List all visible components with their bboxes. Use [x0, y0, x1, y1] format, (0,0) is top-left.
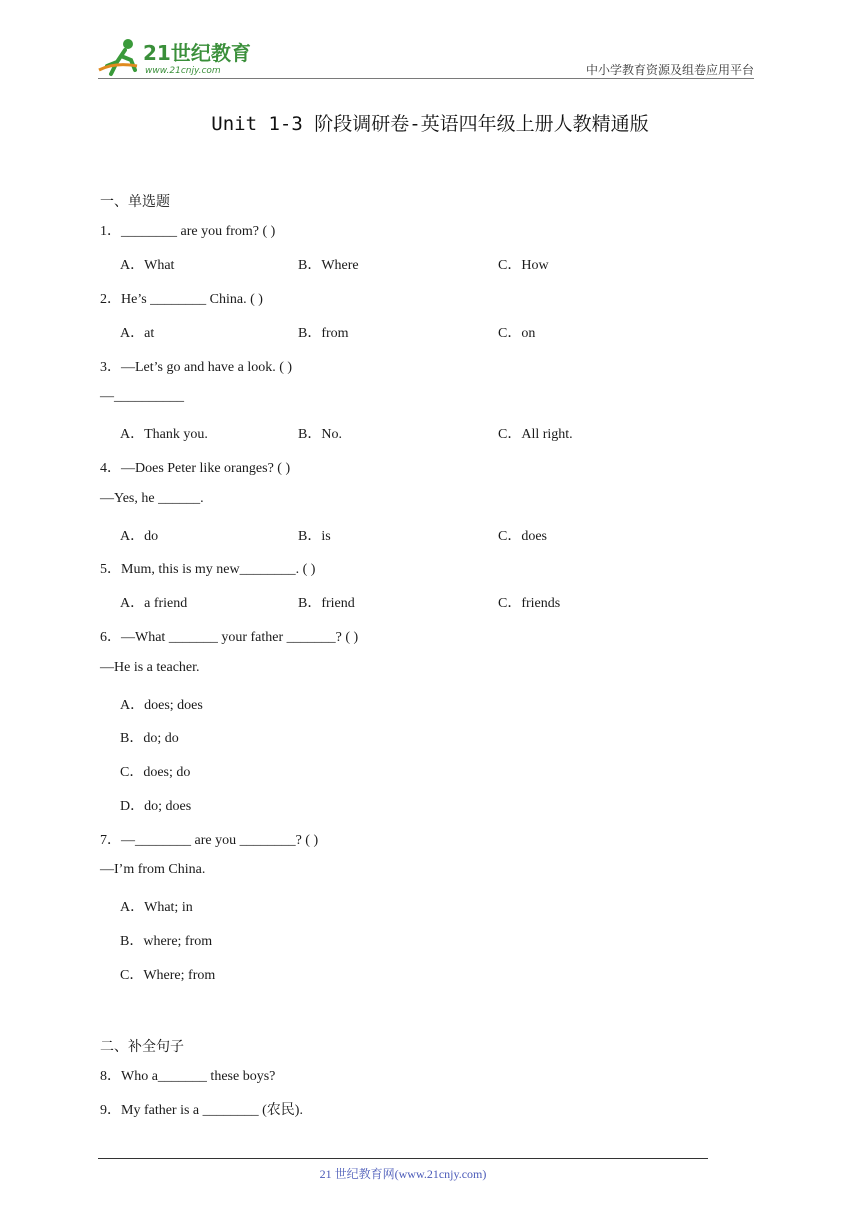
option: C．Where; from — [120, 968, 216, 983]
option: B．No. — [298, 427, 342, 442]
option: B．Where — [298, 258, 359, 273]
question-stem: 4．—Does Peter like oranges? ( ) — [100, 461, 291, 476]
option: C．friends — [498, 596, 561, 611]
option: B．friend — [298, 596, 355, 611]
question-stem: —Yes, he ______. — [100, 491, 204, 506]
svg-text:21世纪教育: 21世纪教育 — [143, 41, 251, 65]
option: A．at — [120, 326, 155, 341]
option: C．does; do — [120, 765, 191, 780]
question-stem: 1．________ are you from? ( ) — [100, 224, 276, 239]
option: A．Thank you. — [120, 427, 208, 442]
question-stem: 3．—Let’s go and have a look. ( ) — [100, 360, 293, 375]
question-stem: —He is a teacher. — [100, 660, 200, 675]
option: A．What — [120, 258, 175, 273]
footer-text: 21 世纪教育网(www.21cnjy.com) — [319, 1167, 487, 1181]
runner-logo-icon — [95, 36, 260, 78]
header-tagline: 中小学教育资源及组卷应用平台 — [585, 63, 754, 77]
question-stem: —I’m from China. — [100, 862, 206, 877]
section-heading: 一、单选题 — [100, 194, 170, 210]
option: C．does — [498, 529, 547, 544]
option: B．where; from — [120, 934, 213, 949]
question-stem: 9．My father is a ________ (农民). — [100, 1103, 303, 1118]
option: B．from — [298, 326, 349, 341]
svg-text:www.21cnjy.com: www.21cnjy.com — [145, 66, 221, 76]
option: C．on — [498, 326, 536, 341]
logo — [95, 36, 260, 78]
section-heading: 二、补全句子 — [100, 1039, 184, 1055]
footer-divider — [98, 1158, 708, 1159]
option: D．do; does — [120, 799, 192, 814]
page-title: Unit 1-3 阶段调研卷-英语四年级上册人教精通版 — [211, 113, 649, 135]
question-stem: 6．—What _______ your father _______? ( ) — [100, 630, 359, 645]
question-stem: 2．He’s ________ China. ( ) — [100, 292, 263, 307]
question-stem: 5．Mum, this is my new________. ( ) — [100, 562, 316, 577]
question-stem: —__________ — [100, 389, 184, 404]
option: A．What; in — [120, 900, 193, 915]
option: A．does; does — [120, 698, 203, 713]
header-divider — [98, 78, 754, 79]
question-stem: 7．—________ are you ________? ( ) — [100, 833, 319, 848]
option: B．do; do — [120, 731, 179, 746]
option: A．do — [120, 529, 159, 544]
option: C．How — [498, 258, 549, 273]
option: A．a friend — [120, 596, 188, 611]
option: B．is — [298, 529, 331, 544]
option: C．All right. — [498, 427, 573, 442]
question-stem: 8．Who a_______ these boys? — [100, 1069, 276, 1084]
